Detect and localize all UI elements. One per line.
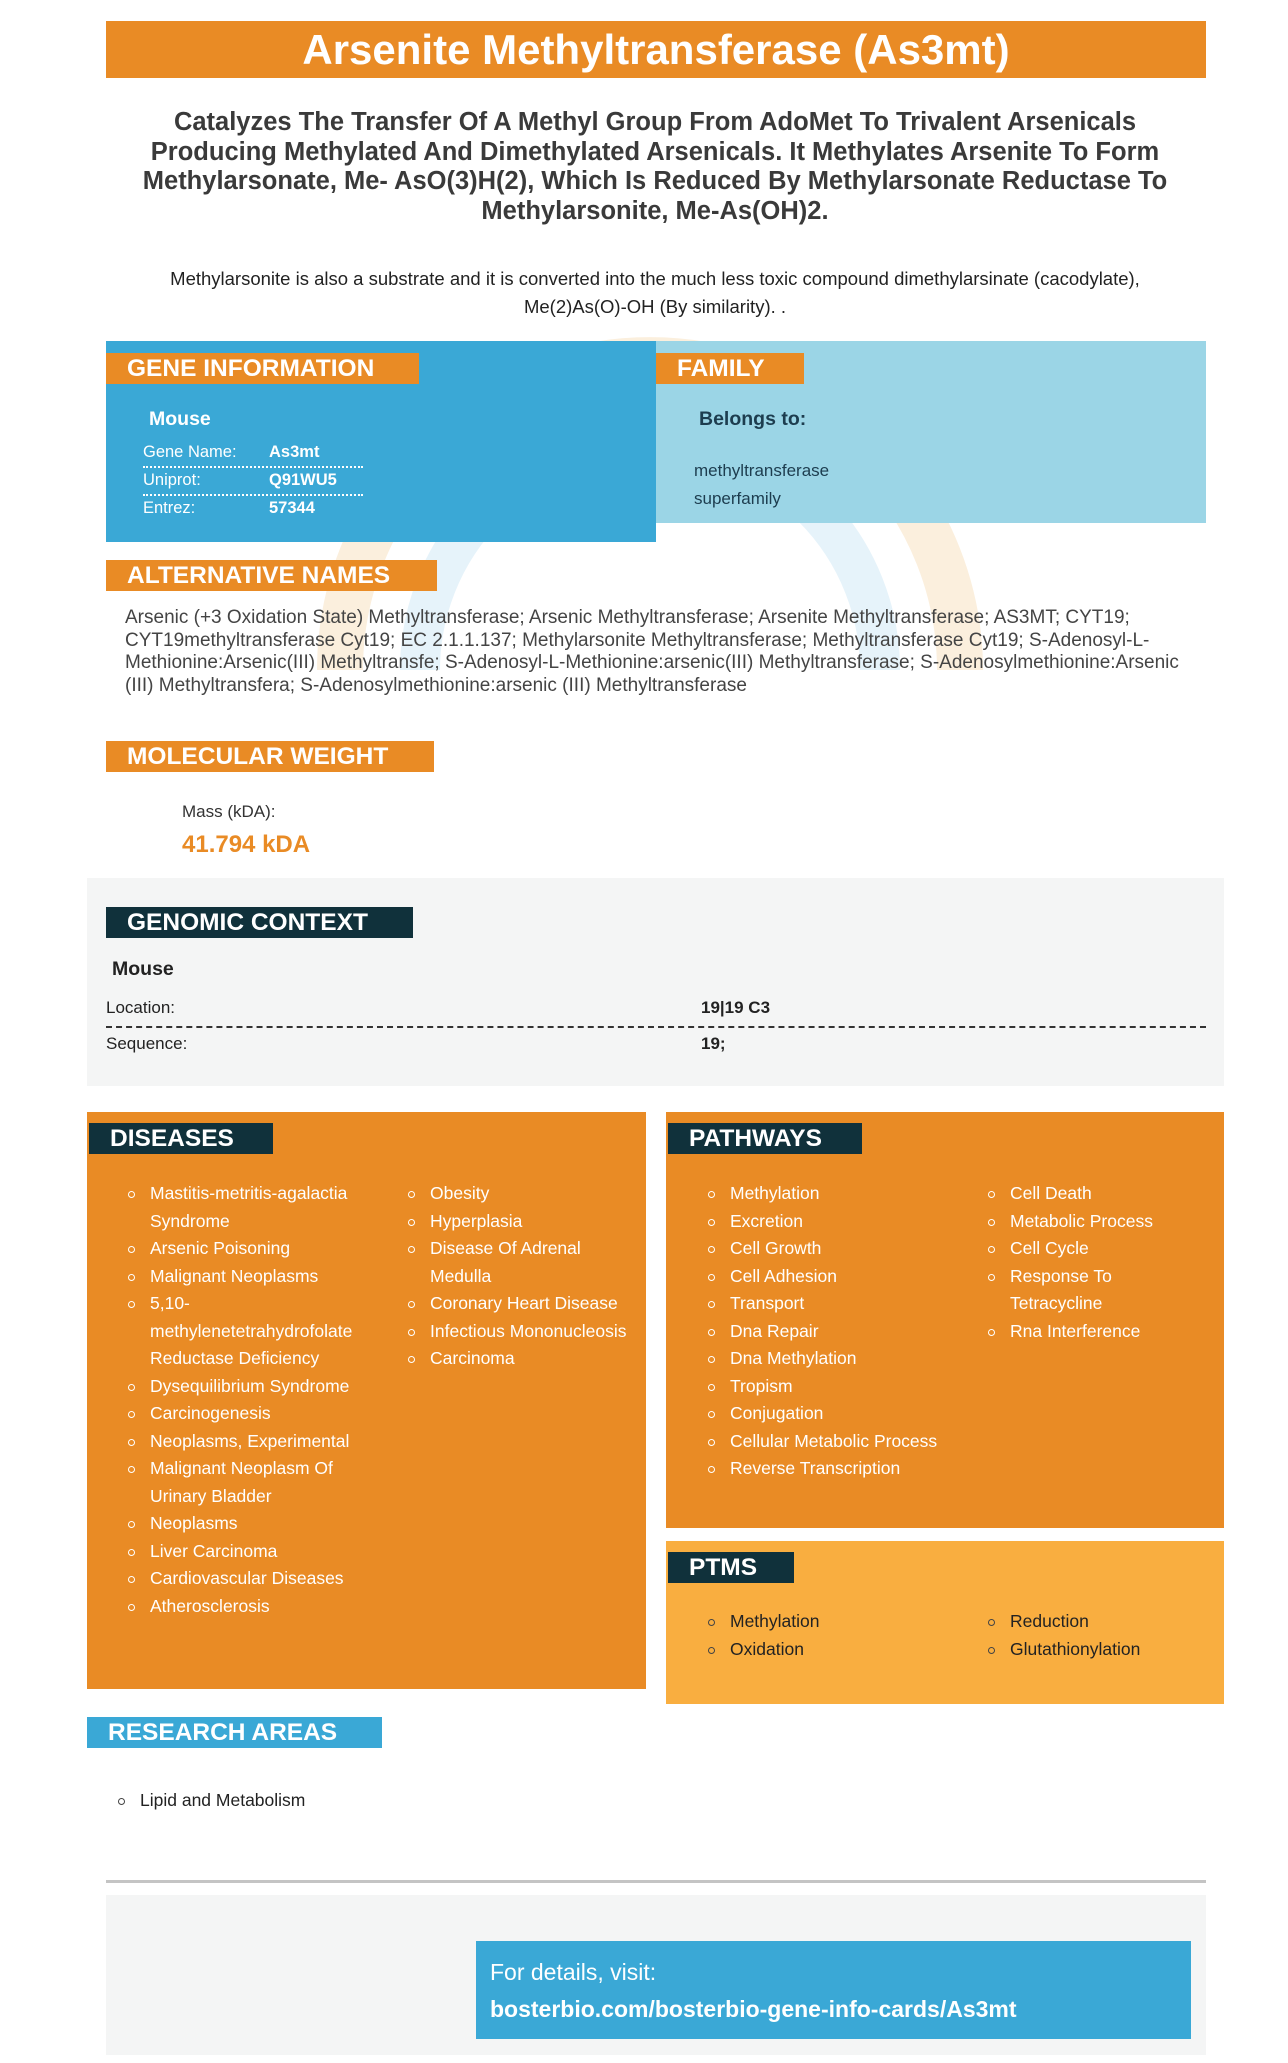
location-value: 19|19 C3 <box>701 998 771 1017</box>
row-divider <box>106 1026 1206 1028</box>
details-label: For details, visit: <box>490 1959 657 1985</box>
list-item: Metabolic Process <box>986 1208 1186 1236</box>
entrez-value[interactable]: 57344 <box>269 499 315 517</box>
list-item: Mastitis-metritis-agalactia Syndrome <box>126 1180 361 1235</box>
ptms-heading: PTMS <box>668 1552 794 1583</box>
family-belongs-label: Belongs to: <box>699 408 807 430</box>
details-callout <box>476 1941 1191 2039</box>
ptms-list-col2 <box>986 1608 1186 1663</box>
family-heading: FAMILY <box>656 353 804 384</box>
list-item: Transport <box>706 1290 946 1318</box>
list-item: Reverse Transcription <box>706 1455 946 1483</box>
list-item: Cell Cycle <box>986 1235 1186 1263</box>
ptms-list-col1 <box>706 1608 946 1663</box>
list-item: Liver Carcinoma <box>126 1538 361 1566</box>
list-item: Malignant Neoplasms <box>126 1263 361 1291</box>
list-item: Atherosclerosis <box>126 1593 361 1621</box>
alternative-names-text: Arsenic (+3 Oxidation State) Methyltransferase; Arsenic Methyltransferase; Arsenite Methyltransferase; AS3MT; CYT19; CYT19methyltransferase Cyt19; EC 2.1.1.137; Methylarsonite Methyltransferase; Methyltransferase Cyt19; S-Adenosyl-L-Methionine:Arsenic(III) Methyltransfe; S-Adenosyl-L-Methionine:arsenic(III) Methyltransferase; S-Adenosylmethionine:Arsenic (III) Methyltransfera; S-Adenosylmethionine:arsenic (III) Methyltransferase <box>125 607 1179 696</box>
list-item: Response To Tetracycline <box>986 1263 1186 1318</box>
list-item: Cell Adhesion <box>706 1263 946 1291</box>
diseases-heading: DISEASES <box>89 1123 273 1154</box>
research-areas-heading: RESEARCH AREAS <box>87 1717 382 1748</box>
list-item: Dna Methylation <box>706 1345 946 1373</box>
list-item: Reduction <box>986 1608 1186 1636</box>
list-item: Hyperplasia <box>406 1208 636 1236</box>
sequence-value: 19; <box>701 1034 726 1053</box>
pathways-heading: PATHWAYS <box>668 1123 862 1154</box>
list-item: 5,10-methylenetetrahydrofolate Reductase Deficiency <box>126 1290 361 1373</box>
pathways-list-col2 <box>986 1180 1186 1345</box>
title-banner <box>106 21 1206 78</box>
mass-value: 41.794 kDA <box>182 831 311 858</box>
diseases-list-col2 <box>406 1180 636 1373</box>
list-item: Glutathionylation <box>986 1636 1186 1664</box>
list-item: Oxidation <box>706 1636 946 1664</box>
list-item: Disease Of Adrenal Medulla <box>406 1235 636 1290</box>
list-item: Arsenic Poisoning <box>126 1235 361 1263</box>
function-summary: Catalyzes The Transfer Of A Methyl Group From AdoMet To Trivalent Arsenicals Producing Methylated And Dimethylated Arsenicals. It Methylates Arsenite To Form Methylarsonate, Me- AsO(3)H(2), Which Is Reduced By Methylarsonate Reductase To Methylarsonite, Me-As(OH)2. <box>142 108 1168 225</box>
list-item: Cellular Metabolic Process <box>706 1428 946 1456</box>
alternative-names-heading: ALTERNATIVE NAMES <box>106 560 437 591</box>
entrez-label: Entrez: <box>143 499 196 517</box>
list-item: Tropism <box>706 1373 946 1401</box>
gene-name-label: Gene Name: <box>143 443 237 461</box>
diseases-list-col1 <box>126 1180 361 1620</box>
mass-label: Mass (kDA): <box>182 802 276 821</box>
list-item: Methylation <box>706 1180 946 1208</box>
gene-organism: Mouse <box>149 408 211 430</box>
list-item: Neoplasms, Experimental <box>126 1428 361 1456</box>
molecular-weight-heading: MOLECULAR WEIGHT <box>106 741 434 772</box>
list-item: Carcinoma <box>406 1345 636 1373</box>
list-item: Lipid and Metabolism <box>116 1787 416 1815</box>
list-item: Cell Growth <box>706 1235 946 1263</box>
gene-name-value: As3mt <box>269 443 320 461</box>
list-item: Infectious Mononucleosis <box>406 1318 636 1346</box>
list-item: Malignant Neoplasm Of Urinary Bladder <box>126 1455 361 1510</box>
details-link[interactable]: bosterbio.com/bosterbio-gene-info-cards/As3mt <box>490 1996 1017 2022</box>
pathways-list-col1 <box>706 1180 946 1483</box>
genomic-organism: Mouse <box>112 958 174 980</box>
uniprot-label: Uniprot: <box>143 471 201 489</box>
sequence-label: Sequence: <box>106 1034 188 1053</box>
list-item: Cardiovascular Diseases <box>126 1565 361 1593</box>
footer-divider <box>106 1880 1206 1883</box>
family-line: superfamily <box>694 489 781 508</box>
research-areas-list <box>116 1787 416 1815</box>
location-label: Location: <box>106 998 175 1017</box>
list-item: Neoplasms <box>126 1510 361 1538</box>
list-item: Methylation <box>706 1608 946 1636</box>
list-item: Rna Interference <box>986 1318 1186 1346</box>
list-item: Cell Death <box>986 1180 1186 1208</box>
gene-information-heading: GENE INFORMATION <box>106 353 419 384</box>
function-description: Methylarsonite is also a substrate and it is converted into the much less toxic compound dimethylarsinate (cacodylate), Me(2)As(O)-OH (By similarity). . <box>170 268 1140 317</box>
list-item: Coronary Heart Disease <box>406 1290 636 1318</box>
uniprot-value[interactable]: Q91WU5 <box>269 471 337 489</box>
list-item: Carcinogenesis <box>126 1400 361 1428</box>
genomic-context-heading: GENOMIC CONTEXT <box>106 907 413 938</box>
list-item: Excretion <box>706 1208 946 1236</box>
page-title: Arsenite Methyltransferase (As3mt) <box>302 26 1010 73</box>
list-item: Dysequilibrium Syndrome <box>126 1373 361 1401</box>
list-item: Obesity <box>406 1180 636 1208</box>
list-item: Dna Repair <box>706 1318 946 1346</box>
family-line: methyltransferase <box>694 461 830 480</box>
list-item: Conjugation <box>706 1400 946 1428</box>
